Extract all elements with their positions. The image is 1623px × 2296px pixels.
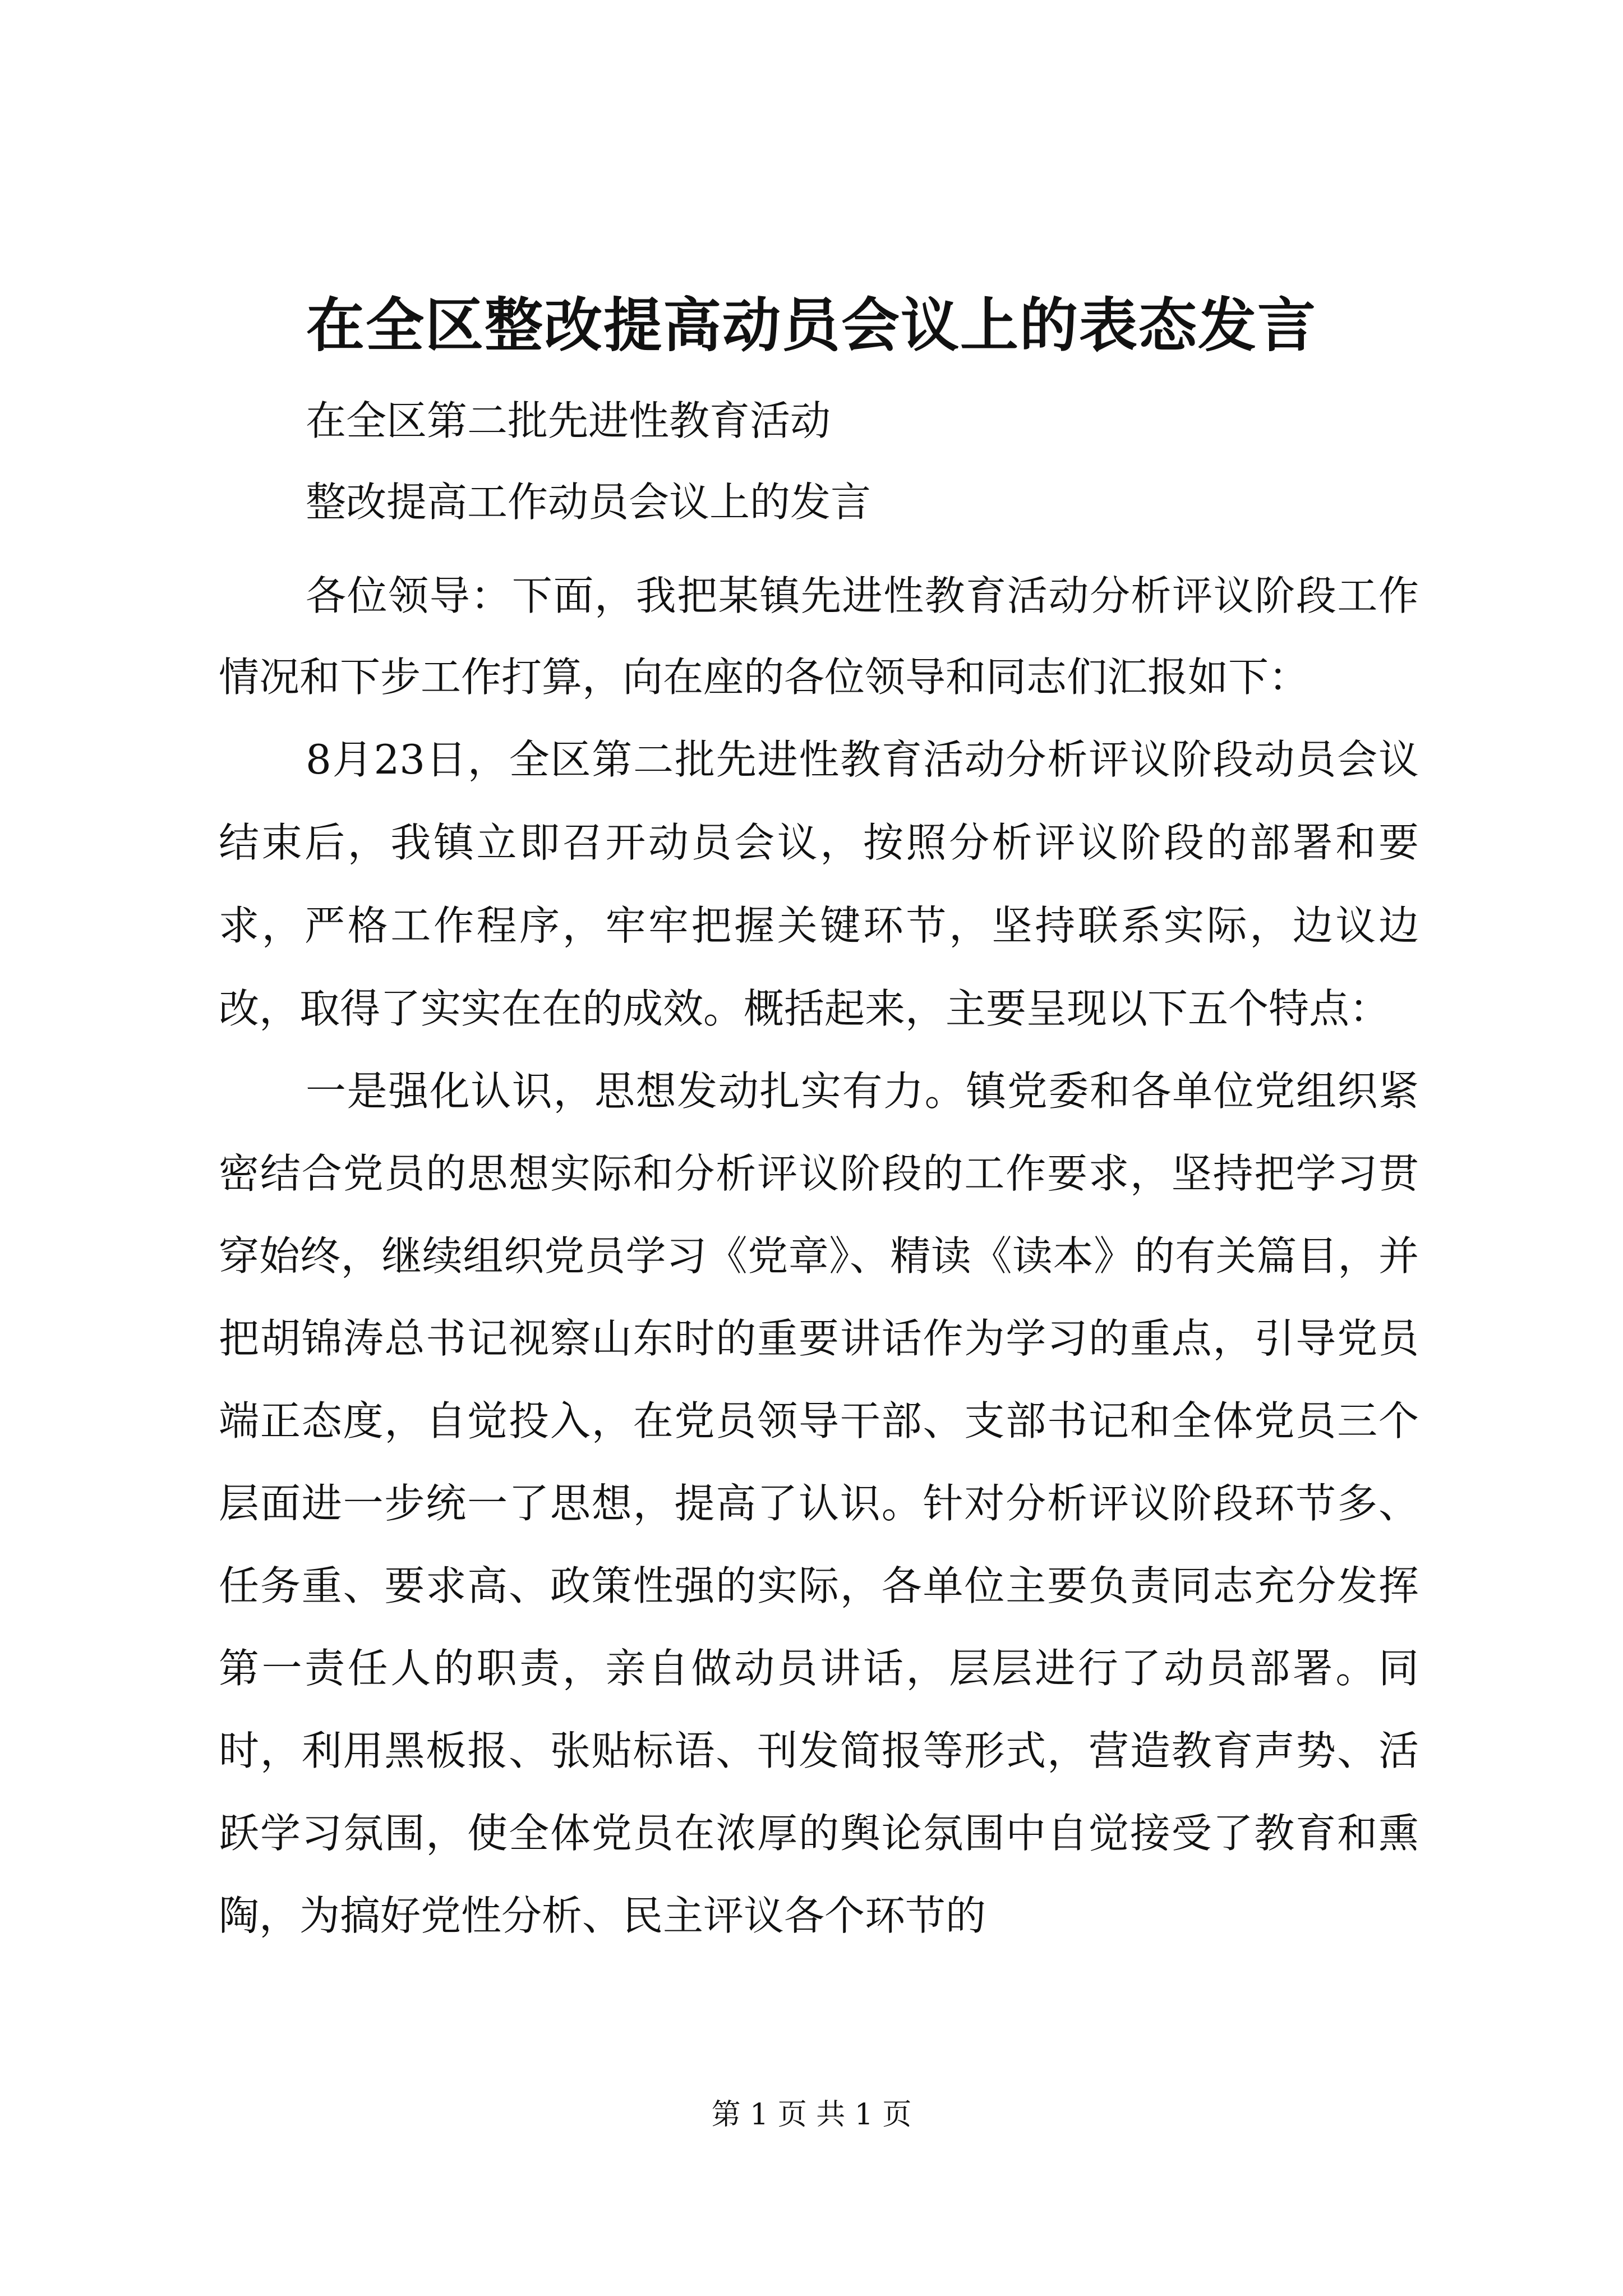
paragraph-point-one: 一是强化认识，思想发动扎实有力。镇党委和各单位党组织紧密结合党员的思想实际和分析评议阶段的工作要求，坚持把学习贯穿始终，继续组织党员学习《党章》、精读《读本》的有关篇目，并把胡锦涛总书记视察山东时的重要讲话作为学习的重点，引导党员端正态度，自觉投入，在党员领导干部、支部书记和全体党员三个层面进一步统一了思想，提高了认识。针对分析评议阶段环节多、任务重、要求高、政策性强的实际，各单位主要负责同志充分发挥第一责任人的职责，亲自做动员讲话，层层进行了动员部署。同时，利用黑板报、张贴标语、刊发简报等形式，营造教育声势、活跃学习氛围，使全体党员在浓厚的舆论氛围中自觉接受了教育和熏陶，为搞好党性分析、民主评议各个环节的: [219, 1068, 1419, 1939]
subtitle-line-1: 在全区第二批先进性教育活动: [306, 397, 831, 444]
paragraph-greeting: 各位领导：下面，我把某镇先进性教育活动分析评议阶段工作情况和下步工作打算，向在座的各位领导和同志们汇报如下：: [219, 572, 1419, 701]
document-title: 在全区整改提高动员会议上的表态发言: [306, 291, 1317, 360]
paragraph-meeting-summary: 8月23日，全区第二批先进性教育活动分析评议阶段动员会议结束后，我镇立即召开动员会议，按照分析评议阶段的部署和要求，严格工作程序，牢牢把握关键环节，坚持联系实际，边议边改，取得了实实在在的成效。概括起来，主要呈现以下五个特点：: [219, 736, 1419, 1032]
page-footer: 第 1 页 共 1 页: [711, 2098, 912, 2132]
body-text: [219, 555, 1419, 1957]
subtitle-line-2: 整改提高工作动员会议上的发言: [306, 478, 872, 526]
